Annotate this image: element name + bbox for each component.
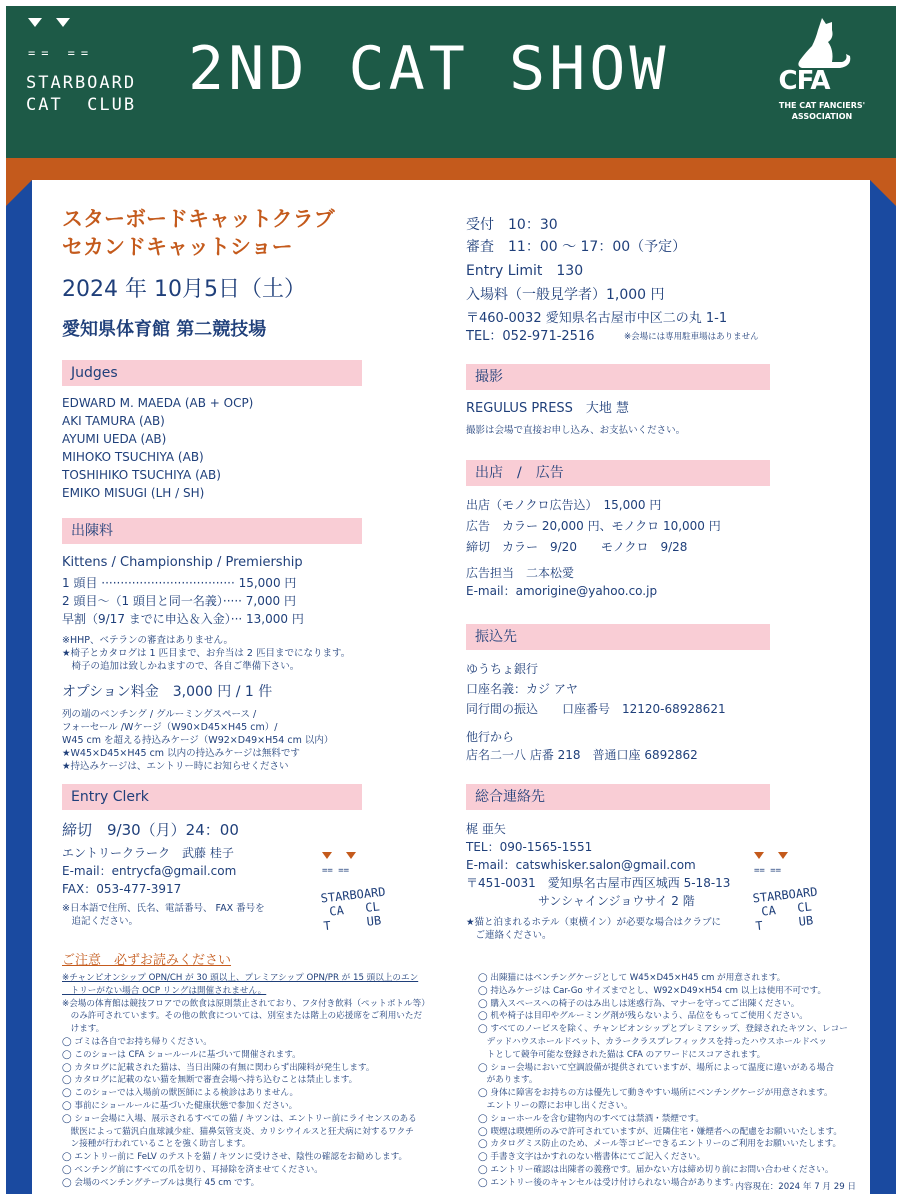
photo-header: 撮影	[466, 364, 770, 390]
contact-name: 梶 亜矢	[466, 822, 506, 836]
notice-item: ◯ 持込みケージは Car-Go サイズまでとし、W92×D49×H54 cm 以上は使用不可です。	[478, 985, 827, 996]
notice-item: ◯ ショーホールを含む建物内のすべては禁酒・禁煙です。	[478, 1113, 704, 1124]
judge-item: TOSHIHIKO TSUCHIYA (AB)	[62, 468, 221, 482]
notice-item: ◯ エントリー確認は出陳者の義務です。届かない方は締め切り前にお問い合わせください。	[478, 1164, 834, 1175]
judge-item: EDWARD M. MAEDA (AB + OCP)	[62, 396, 254, 410]
ad-email: E-mail：amorigine@yahoo.co.jp	[466, 584, 658, 598]
notice-item: ◯ 事前にショールールに基づいた健康状態で参加ください。	[62, 1100, 298, 1111]
notice-item: ◯ カタログに記載された猫は、当日出陳の有無に関わらず出陳料が発生します。	[62, 1062, 375, 1073]
notice-item: ◯ カタログミス防止のため、メール等コピーできるエントリーのご利用をお願いいたします。	[478, 1139, 842, 1150]
venue: 愛知県体育館 第二競技場	[62, 319, 267, 340]
contact-tel: TEL：090-1565-1551	[466, 840, 593, 854]
club-name: STARBOARD CAT CLUB	[26, 73, 137, 115]
notice-item: ◯ 購入スペースへの椅子のはみ出しは迷惑行為、マナーを守ってご出陳ください。	[478, 998, 800, 1009]
notice-item: ◯ ベンチング前にすべての爪を切り、耳掃除を済ませてください。	[62, 1164, 323, 1175]
bank-line: 同行間の振込 口座番号 12120-68928621	[466, 702, 726, 716]
stamp-text: STARBOARD CA CL T UB	[751, 884, 819, 934]
option-note: フォーセール /Wケージ（W90×D45×H45 cm）/	[62, 722, 278, 733]
show-title: 2ND CAT SHOW	[188, 34, 670, 104]
contact-address: 〒451-0031 愛知県名古屋市西区城西 5-18-13	[466, 876, 731, 890]
parking-note: ※会場には専用駐車場はありません	[624, 332, 759, 342]
content-date: 内容現在：2024 年 7 月 29 日	[735, 1182, 856, 1192]
contact-header: 総合連絡先	[466, 784, 770, 810]
contact-address-2: サンシャインジョウサイ 2 階	[466, 894, 695, 908]
entry-fee-header: 出陳料	[62, 518, 362, 544]
judge-item: AKI TAMURA (AB)	[62, 414, 165, 428]
clerk-fax: FAX：053-477-3917	[62, 882, 182, 896]
venue-address: 〒460-0032 愛知県名古屋市中区二の丸 1-1	[466, 311, 728, 326]
clerk-note: ※日本語で住所、氏名、電話番号、 FAX 番号を	[62, 903, 265, 914]
notice-item: トとして競争可能な登録された猫は CFA のアワードにスコアされます。	[478, 1049, 766, 1060]
notice-item: ◯ ゴミは各自でお持ち帰りください。	[62, 1036, 212, 1047]
stamp-cat-ears-icon	[322, 852, 356, 859]
judging-time: 審査 11：00 ～ 17：00（予定）	[466, 239, 687, 255]
bank-other: 他行から	[466, 730, 515, 744]
notice-item: ※チャンピオンシップ OPN/CH が 30 頭以上、プレミアシップ OPN/PR が 15 頭以上のエン	[62, 973, 419, 983]
stamp-cat-ears-icon	[754, 852, 788, 859]
fee-note: 椅子の追加は致しかねますので、各自ご準備下さい。	[62, 661, 300, 672]
notice-item: のみ許可されています。その他の飲食については、別室または階上の応援席をご利用いただ	[62, 1011, 423, 1022]
cfa-cat-silhouette-icon	[782, 16, 852, 72]
left-bevel	[6, 180, 32, 206]
shop-line: 広告 カラー 20,000 円、モノクロ 10,000 円	[466, 519, 721, 533]
notice-item: ◯ 会場のベンチングテーブルは奥行 45 cm です。	[62, 1177, 260, 1188]
photographer: REGULUS PRESS 大地 慧	[466, 401, 630, 416]
fee-note: ★椅子とカタログは 1 匹目まで、お弁当は 2 匹目までになります。	[62, 648, 351, 659]
option-note: W45 cm を超える持込みケージ（W92×D49×H54 cm 以内）	[62, 735, 334, 746]
notice-item: ※会場の体育館は競技フロアでの飲食は原則禁止されており、フタ付き飲料（ペットボトル等）	[62, 998, 430, 1009]
shop-ad-header: 出店 / 広告	[466, 460, 770, 486]
shop-line: 出店（モノクロ広告込） 15,000 円	[466, 498, 662, 512]
bank-line: 口座名義：カジ アヤ	[466, 682, 578, 696]
notice-item: ◯ エントリー後のキャンセルは受け付けられない場合があります。	[478, 1177, 739, 1188]
stamp-text: STARBOARD CA CL T UB	[319, 884, 387, 934]
notice-item: ◯ このショーは CFA ショールールに基づいて開催されます。	[62, 1049, 301, 1060]
bank-header: 振込先	[466, 624, 770, 650]
entry-deadline: 締切 9/30（月）24：00	[62, 821, 239, 839]
notice-item: ◯ 出陳猫にはベンチングケージとして W45×D45×H45 cm が用意されます。	[478, 973, 786, 983]
poster-frame	[6, 6, 896, 1194]
option-note: 列の端のベンチング / グルーミングスペース /	[62, 709, 257, 720]
right-bevel	[870, 180, 896, 206]
notice-item: ◯ すべてのノービスを除く、チャンピオンシップとプレミアシップ、登録されたキツン、レコー	[478, 1024, 848, 1035]
judge-item: EMIKO MISUGI (LH / SH)	[62, 486, 205, 500]
fee-note: ※HHP、ベテランの審査はありません。	[62, 635, 234, 646]
clerk-note: 追記ください。	[62, 916, 139, 927]
judge-item: AYUMI UEDA (AB)	[62, 432, 167, 446]
cfa-subtitle: THE CAT FANCIERS' ASSOCIATION	[778, 101, 866, 121]
bank-line: ゆうちょ銀行	[466, 662, 539, 676]
admission-fee: 入場料（一般見学者）1,000 円	[466, 287, 665, 303]
notice-item: トリーがない場合 OCP リングは開催されません。	[62, 985, 267, 996]
notice-item: ◯ ショー会場に入場、展示されるすべての猫 / キツンは、エントリー前にライセンスのある	[62, 1113, 417, 1124]
option-note: ★持込みケージは、エントリー時にお知らせください	[62, 761, 289, 772]
stamp-bars: == ==	[754, 866, 782, 876]
notice-item: ◯ カタログに記載のない猫を無断で審査会場へ持ち込むことは禁止します。	[62, 1075, 358, 1086]
fee-class: Kittens / Championship / Premiership	[62, 555, 303, 570]
ad-contact: 広告担当 二本松愛	[466, 566, 575, 580]
notice-item: ◯ このショーでは入場前の獣医師による検診はありません。	[62, 1088, 299, 1099]
fee-row-1: 1 頭目 ··································· 15,000 円	[62, 576, 297, 590]
reception-time: 受付 10：30	[466, 217, 558, 233]
notice-item: ◯ 身体に障害をお持ちの方は優先して動きやすい場所にベンチングケージが用意されます。	[478, 1088, 833, 1099]
photo-note: 撮影は会場で直接お申し込み、お支払いください。	[466, 425, 686, 436]
entry-limit: Entry Limit 130	[466, 263, 584, 279]
notice-item: デッドハウスホールドペット、カラークラスプレフィックスを持ったハウスホールドペッ	[478, 1036, 827, 1047]
notice-item: けます。	[62, 1024, 105, 1035]
fee-row-3: 早割（9/17 までに申込＆入金）··· 13,000 円	[62, 612, 304, 626]
contact-email: E-mail：catswhisker.salon@gmail.com	[466, 858, 696, 872]
orange-band	[6, 158, 896, 180]
jp-title-line2: セカンドキャットショー	[62, 235, 293, 259]
judges-list	[62, 394, 253, 502]
club-logo-bars: == ==	[28, 46, 95, 60]
notice-item: ◯ 机や椅子は目印やグルーミング剤が残らないよう、品位をもってご使用ください。	[478, 1011, 808, 1022]
bank-other: 店名二一八 店番 218 普通口座 6892862	[466, 748, 698, 762]
cfa-logo	[758, 16, 886, 146]
notice-item: ◯ 手書き文字はかすれのない楷書体にてご記入ください。	[478, 1152, 706, 1163]
notice-item: 獣医によって猫汎白血球減少症、猫鼻気管支炎、カリシウイルスと狂犬病に対するワクチ	[62, 1126, 414, 1137]
judge-item: MIHOKO TSUCHIYA (AB)	[62, 450, 204, 464]
shop-line: 締切 カラー 9/20 モノクロ 9/28	[466, 540, 688, 554]
notice-title: ご注意 必ずお読みください	[62, 953, 232, 968]
notice-item: があります。	[478, 1075, 538, 1086]
club-logo-cat-ears-icon	[28, 18, 70, 27]
venue-tel: TEL：052-971-2516	[466, 329, 595, 344]
stamp-bars: == ==	[322, 866, 350, 876]
judges-header: Judges	[62, 360, 362, 386]
notice-item: ン接種が行われていることを強く助言します。	[62, 1139, 251, 1150]
show-date: 2024 年 10月5日（土）	[62, 277, 306, 302]
notice-right	[478, 972, 848, 1190]
contact-note: ご連絡ください。	[466, 930, 552, 941]
option-note: ★W45×D45×H45 cm 以内の持込みケージは無料です	[62, 748, 300, 759]
notice-item: ◯ 喫煙は喫煙所のみで許可されていますが、近隣住宅・嫌煙者への配慮をお願いいたします。	[478, 1126, 843, 1137]
content-paper	[32, 180, 870, 1194]
notice-left	[62, 972, 430, 1190]
notice-item: ◯ エントリー前に FeLV のテストを猫 / キツンに受けさせ、陰性の確認をお勧めします。	[62, 1152, 408, 1163]
clerk-email: E-mail：entrycfa@gmail.com	[62, 864, 237, 878]
option-fee-title: オプション料金 3,000 円 / 1 件	[62, 684, 273, 700]
cfa-letters: CFA	[778, 66, 830, 96]
fee-row-2: 2 頭目～（1 頭目と同一名義）····· 7,000 円	[62, 594, 296, 608]
clerk-line: エントリークラーク 武藤 桂子	[62, 846, 234, 860]
notice-item: エントリーの際にお申し出ください。	[478, 1100, 633, 1111]
header-band	[6, 6, 896, 158]
contact-note: ★猫と泊まれるホテル（東横イン）が必要な場合はクラブに	[466, 917, 722, 928]
notice-item: ◯ ショー会場において空調設備が提供されていますが、場所によって温度に違いがある場合	[478, 1062, 834, 1073]
jp-title-line1: スターボードキャットクラブ	[62, 207, 335, 231]
entry-clerk-header: Entry Clerk	[62, 784, 362, 810]
